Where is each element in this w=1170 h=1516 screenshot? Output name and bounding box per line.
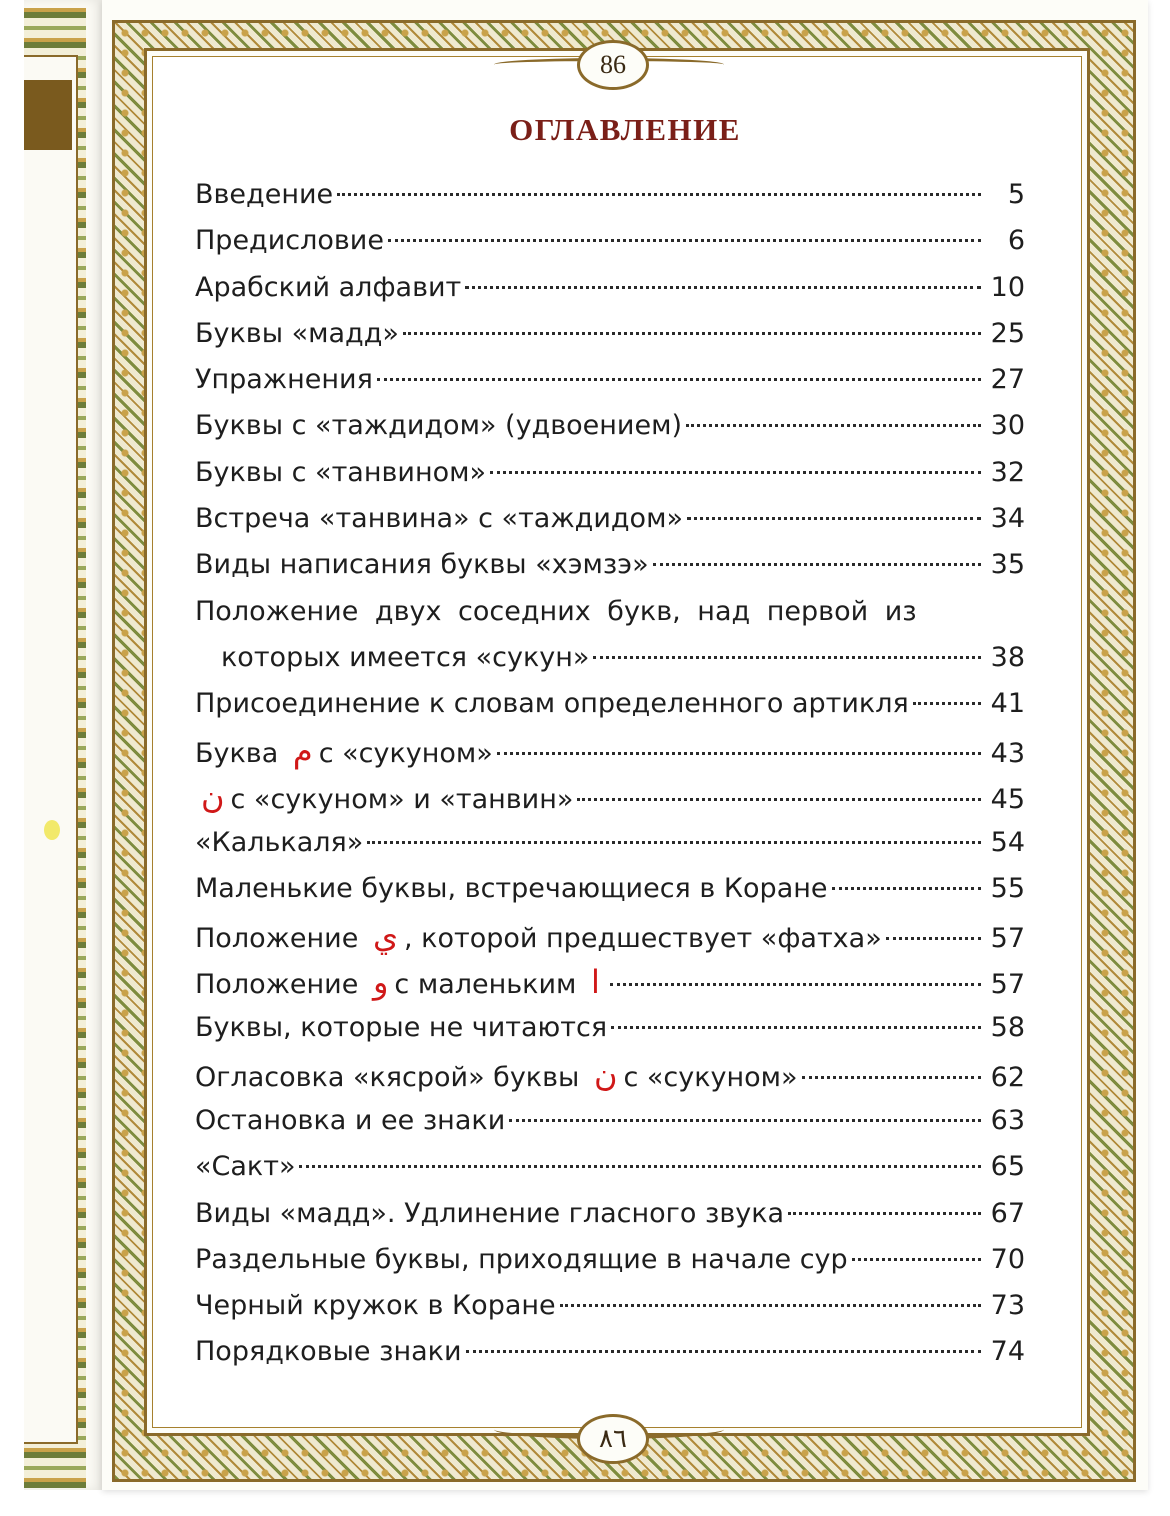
dot-leader	[913, 702, 981, 705]
toc-page-number: 45	[990, 783, 1025, 815]
toc-entry-text: Виды «мадд». Удлинение гласного звука	[195, 1197, 785, 1229]
toc-page-number: 30	[990, 410, 1025, 442]
dot-leader	[611, 1026, 981, 1029]
dot-leader	[299, 1165, 981, 1168]
toc-page-number: 10	[990, 271, 1025, 303]
toc-entry-label	[195, 172, 333, 218]
toc-entry-text: Положение	[195, 922, 359, 954]
toc-entry-label	[195, 866, 828, 912]
toc-entry-label	[195, 1191, 784, 1237]
dot-leader	[509, 1119, 981, 1122]
toc-entry-text: Раздельные буквы, приходящие в начале сур	[195, 1243, 848, 1275]
toc-entry-label: Положение двух соседних букв, над первой из	[195, 595, 917, 627]
dot-leader	[337, 193, 981, 196]
left-page-edge	[24, 0, 103, 1490]
toc-entry-text: с «сукуном»	[623, 1061, 798, 1093]
toc-entry[interactable]	[195, 1052, 1025, 1098]
toc-entry[interactable]	[195, 1329, 1025, 1375]
dot-leader	[466, 1350, 981, 1353]
toc-page-number: 57	[990, 969, 1025, 1001]
toc-entry[interactable]	[195, 1191, 1025, 1237]
toc-entry-label	[195, 403, 682, 449]
toc-entry-text: с маленьким	[394, 969, 577, 1001]
dot-leader	[465, 286, 981, 289]
toc-entry[interactable]	[195, 403, 1025, 449]
toc-entry-label	[195, 311, 399, 357]
table-of-contents	[195, 172, 1025, 1376]
page-title: ОГЛАВЛЕНИЕ	[509, 112, 741, 147]
arabic-letter: م	[292, 731, 313, 770]
toc-entry-text: Присоединение к словам определенного артикля	[195, 688, 909, 720]
toc-page-number: 5	[1007, 179, 1025, 210]
toc-page-number: 73	[990, 1290, 1025, 1322]
toc-entry-text: Маленькие буквы, встречающиеся в Коране	[195, 873, 828, 905]
toc-entry-label	[195, 913, 882, 962]
toc-page-number: 27	[990, 364, 1025, 396]
toc-entry[interactable]	[195, 357, 1025, 403]
toc-entry-text: Огласовка «кясрой» буквы	[195, 1061, 580, 1093]
toc-page-number: 35	[990, 549, 1025, 581]
toc-page-number: 34	[990, 503, 1025, 535]
toc-entry-label	[195, 681, 909, 727]
dot-leader	[788, 1212, 981, 1215]
dot-leader	[403, 332, 981, 335]
toc-entry-label	[195, 1283, 556, 1329]
toc-entry-text: Упражнения	[195, 364, 373, 396]
toc-page-number: 6	[1007, 225, 1025, 257]
toc-entry-label	[195, 542, 649, 588]
left-page-brown-bar	[24, 80, 72, 150]
toc-page-number: 38	[990, 641, 1025, 673]
dot-leader	[852, 1258, 981, 1261]
toc-entry[interactable]	[195, 1098, 1025, 1144]
toc-entry-label	[195, 774, 573, 823]
toc-entry[interactable]	[195, 728, 1025, 774]
toc-entry-text: Порядковые знаки	[195, 1336, 462, 1368]
arabic-letter: ن	[201, 777, 225, 816]
toc-entry-text: Виды написания буквы «хэмзэ»	[195, 549, 649, 581]
toc-page-number: 63	[990, 1104, 1025, 1136]
dot-leader	[687, 517, 981, 520]
arabic-letter: ا	[591, 963, 600, 1002]
toc-entry-text: Черный кружок в Коране	[195, 1290, 556, 1322]
toc-entry-text: Введение	[195, 179, 334, 210]
toc-entry-text: Буква	[195, 737, 279, 769]
toc-entry-label	[195, 496, 683, 542]
toc-entry[interactable]	[195, 542, 1025, 588]
page-number-top: 86	[577, 40, 649, 90]
toc-entry-label	[195, 820, 363, 866]
toc-entry-label	[195, 1237, 848, 1283]
toc-page-number: 32	[990, 456, 1025, 488]
toc-entry[interactable]	[195, 1144, 1025, 1190]
dot-leader	[653, 563, 981, 566]
toc-entry-text: Буквы, которые не читаются	[195, 1012, 608, 1044]
toc-entry[interactable]	[195, 450, 1025, 496]
toc-entry[interactable]	[195, 681, 1025, 727]
dot-leader	[686, 424, 981, 427]
toc-entry-text: , которой предшествует «фатха»	[404, 922, 882, 954]
dot-leader	[886, 937, 981, 940]
dot-leader	[610, 983, 981, 986]
toc-entry-text: Предисловие	[195, 225, 384, 257]
dot-leader	[832, 887, 981, 890]
toc-page-number: 67	[990, 1197, 1025, 1229]
toc-page-number: 43	[990, 737, 1025, 769]
toc-entry-label	[195, 1052, 798, 1101]
toc-page-number: 65	[990, 1151, 1025, 1183]
toc-page-number: 57	[990, 922, 1025, 954]
toc-entry-label	[195, 1144, 295, 1190]
toc-page-number: 74	[990, 1336, 1025, 1368]
toc-entry-label	[195, 1098, 505, 1144]
left-page-yellow-dot	[44, 820, 60, 840]
toc-entry-text: с «сукуном»	[318, 737, 493, 769]
toc-page-number: 55	[990, 873, 1025, 905]
arabic-letter: ي	[372, 916, 398, 955]
page-number-bottom: ٨٦	[577, 1414, 649, 1464]
toc-entry[interactable]	[195, 1237, 1025, 1283]
toc-entry-line	[195, 589, 1025, 635]
toc-entry-text: Положение	[195, 969, 359, 1001]
toc-entry[interactable]	[195, 635, 1025, 681]
toc-entry[interactable]	[195, 820, 1025, 866]
toc-entry-label	[195, 1329, 462, 1375]
toc-entry-text: Арабский алфавит	[195, 271, 462, 303]
toc-entry[interactable]	[195, 172, 1025, 218]
toc-page-number: 41	[990, 688, 1025, 720]
dot-leader	[560, 1304, 981, 1307]
toc-entry-label	[195, 728, 493, 777]
toc-entry-text: с «сукуном» и «танвин»	[230, 783, 574, 815]
dot-leader	[593, 656, 981, 659]
dot-leader	[377, 378, 981, 381]
toc-page-number: 70	[990, 1243, 1025, 1275]
toc-entry[interactable]	[195, 496, 1025, 542]
toc-entry-text: Буквы с «таждидом» (удвоением)	[195, 410, 682, 442]
toc-entry-label	[195, 265, 461, 311]
arabic-letter: و	[372, 963, 389, 1002]
toc-page-number: 54	[990, 827, 1025, 859]
toc-entry-text: Остановка и ее знаки	[195, 1104, 506, 1136]
left-page-inner-panel	[24, 55, 78, 1444]
toc-entry[interactable]	[195, 913, 1025, 959]
toc-entry-text: Буквы «мадд»	[195, 317, 399, 349]
dot-leader	[367, 841, 981, 844]
toc-entry[interactable]	[195, 1283, 1025, 1329]
toc-entry-label	[195, 450, 486, 496]
toc-page-number: 58	[990, 1012, 1025, 1044]
toc-entry-label	[195, 357, 373, 403]
toc-entry-text: «Сакт»	[195, 1151, 296, 1183]
toc-entry-label	[195, 218, 384, 264]
toc-page-number: 62	[990, 1061, 1025, 1093]
dot-leader	[497, 752, 981, 755]
toc-entry[interactable]	[195, 311, 1025, 357]
toc-entry-label: которых имеется «сукун»	[221, 641, 590, 673]
toc-entry[interactable]	[195, 1005, 1025, 1051]
toc-entry-text: «Калькаля»	[195, 827, 364, 859]
toc-entry[interactable]	[195, 866, 1025, 912]
dot-leader	[802, 1076, 981, 1079]
toc-entry[interactable]	[195, 265, 1025, 311]
dot-leader	[577, 798, 981, 801]
toc-entry[interactable]	[195, 774, 1025, 820]
toc-entry[interactable]	[195, 959, 1025, 1005]
dot-leader	[388, 239, 981, 242]
toc-page-number: 25	[990, 317, 1025, 349]
dot-leader	[490, 471, 981, 474]
toc-entry-text: Встреча «танвина» с «таждидом»	[195, 503, 683, 535]
toc-entry[interactable]	[195, 218, 1025, 264]
arabic-letter: ن	[593, 1055, 618, 1094]
toc-entry-label	[195, 1005, 607, 1051]
toc-entry-text: Буквы с «танвином»	[195, 456, 487, 488]
toc-entry-label	[195, 959, 606, 1008]
